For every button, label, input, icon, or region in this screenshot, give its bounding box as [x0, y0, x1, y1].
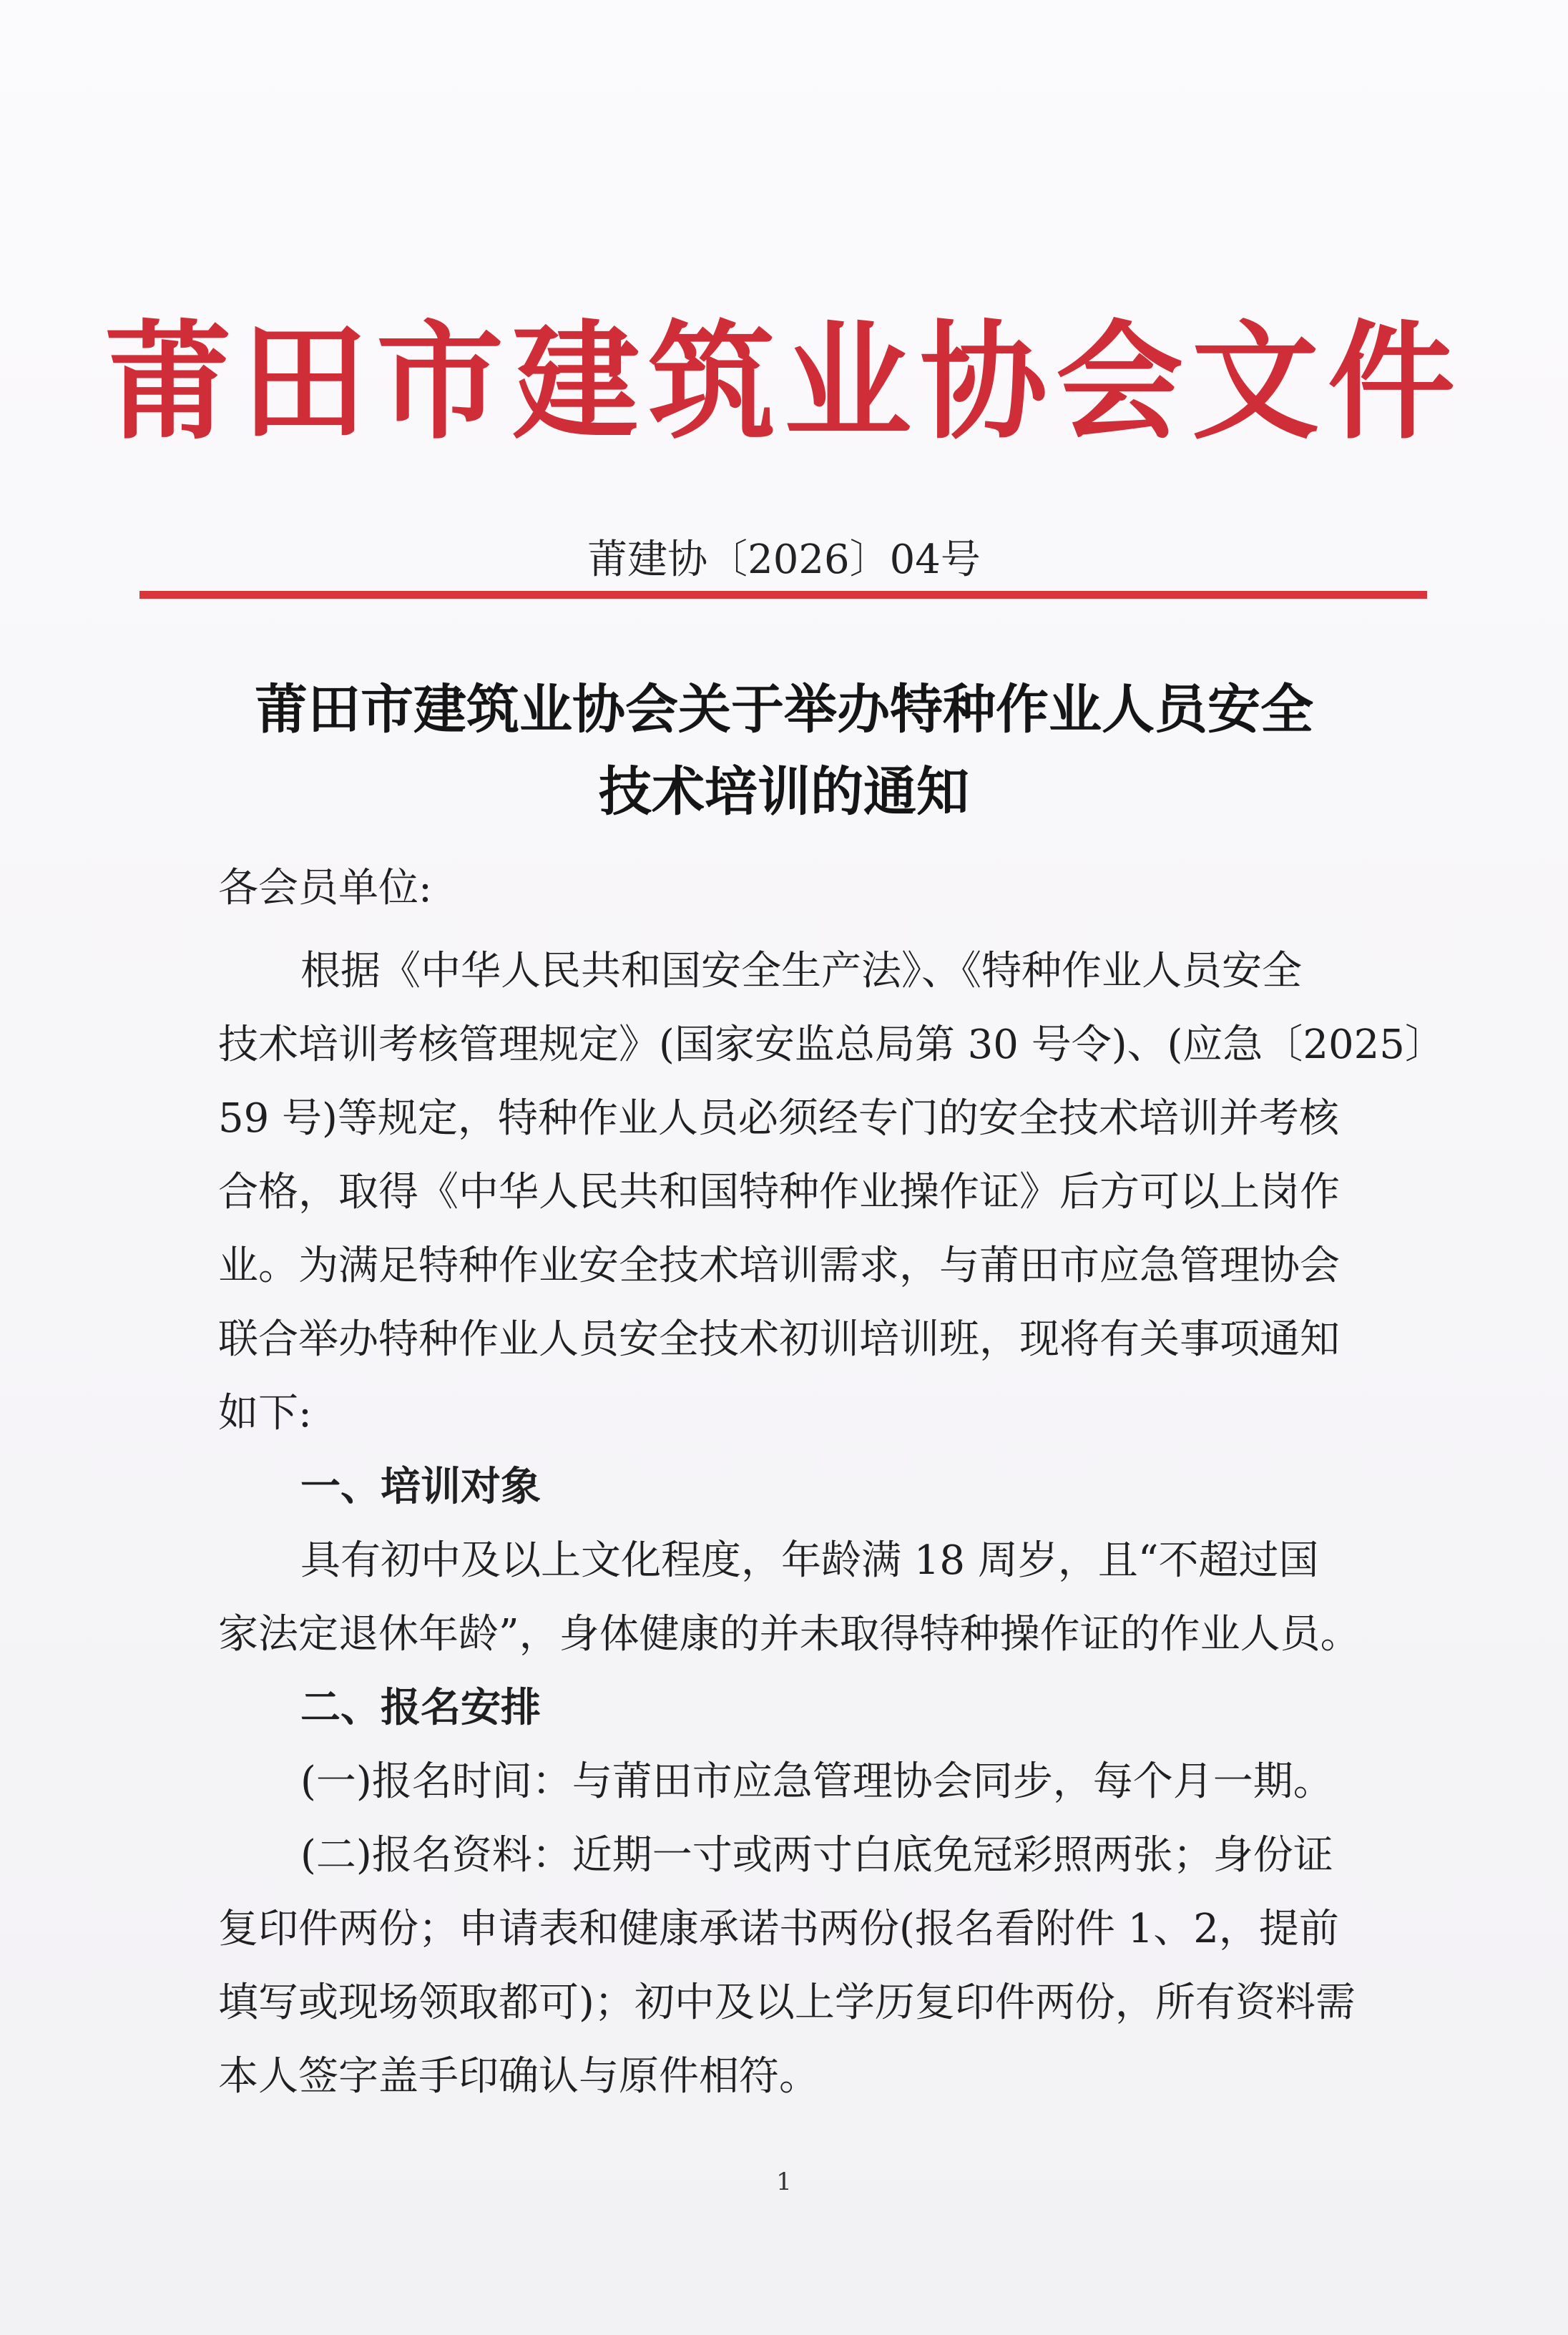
notice-title — [0, 669, 1568, 833]
intro-line-6: 联合举办特种作业人员安全技术初训培训班，现将有关事项通知 — [218, 1316, 1340, 1363]
issuer-header-title: 莆田市建筑业协会文件 — [104, 308, 1464, 456]
document-number: 莆建协〔2026〕04号 — [587, 537, 981, 583]
intro-line-2: 技术培训考核管理规定》(国家安监总局第 30 号令)、(应急〔2025〕 — [218, 1022, 1445, 1068]
notice-title-line-2: 技术培训的通知 — [599, 761, 969, 823]
section-2-item-2-line-2: 复印件两份；申请表和健康承诺书两份(报名看附件 1、2，提前 — [218, 1906, 1339, 1952]
section-2-item-2-line-4: 本人签字盖手印确认与原件相符。 — [218, 2053, 819, 2100]
section-2-item-1: (一)报名时间：与莆田市应急管理协会同步，每个月一期。 — [300, 1758, 1333, 1805]
notice-title-line-1: 莆田市建筑业协会关于举办特种作业人员安全 — [255, 679, 1313, 740]
page-number: 1 — [776, 2168, 792, 2196]
intro-line-1: 根据《中华人民共和国安全生产法》、《特种作业人员安全 — [300, 948, 1302, 994]
section-1-line-1: 具有初中及以上文化程度，年龄满 18 周岁，且“不超过国 — [300, 1537, 1319, 1584]
intro-line-5: 业。为满足特种作业安全技术培训需求，与莆田市应急管理协会 — [218, 1243, 1340, 1289]
section-2-item-2-line-1: (二)报名资料：近期一寸或两寸白底免冠彩照两张；身份证 — [300, 1832, 1333, 1879]
section-1-heading: 一、培训对象 — [300, 1464, 541, 1510]
section-2-heading: 二、报名安排 — [300, 1685, 541, 1731]
intro-line-4: 合格，取得《中华人民共和国特种作业操作证》后方可以上岗作 — [218, 1169, 1340, 1215]
section-1-line-2: 家法定退休年龄”，身体健康的并未取得特种操作证的作业人员。 — [218, 1611, 1361, 1658]
intro-line-7: 如下: — [218, 1390, 312, 1436]
intro-line-3: 59 号)等规定，特种作业人员必须经专门的安全技术培训并考核 — [218, 1095, 1339, 1142]
salutation: 各会员单位: — [218, 865, 432, 911]
red-divider-line — [139, 591, 1427, 599]
section-2-item-2-line-3: 填写或现场领取都可)；初中及以上学历复印件两份，所有资料需 — [218, 1979, 1356, 2026]
